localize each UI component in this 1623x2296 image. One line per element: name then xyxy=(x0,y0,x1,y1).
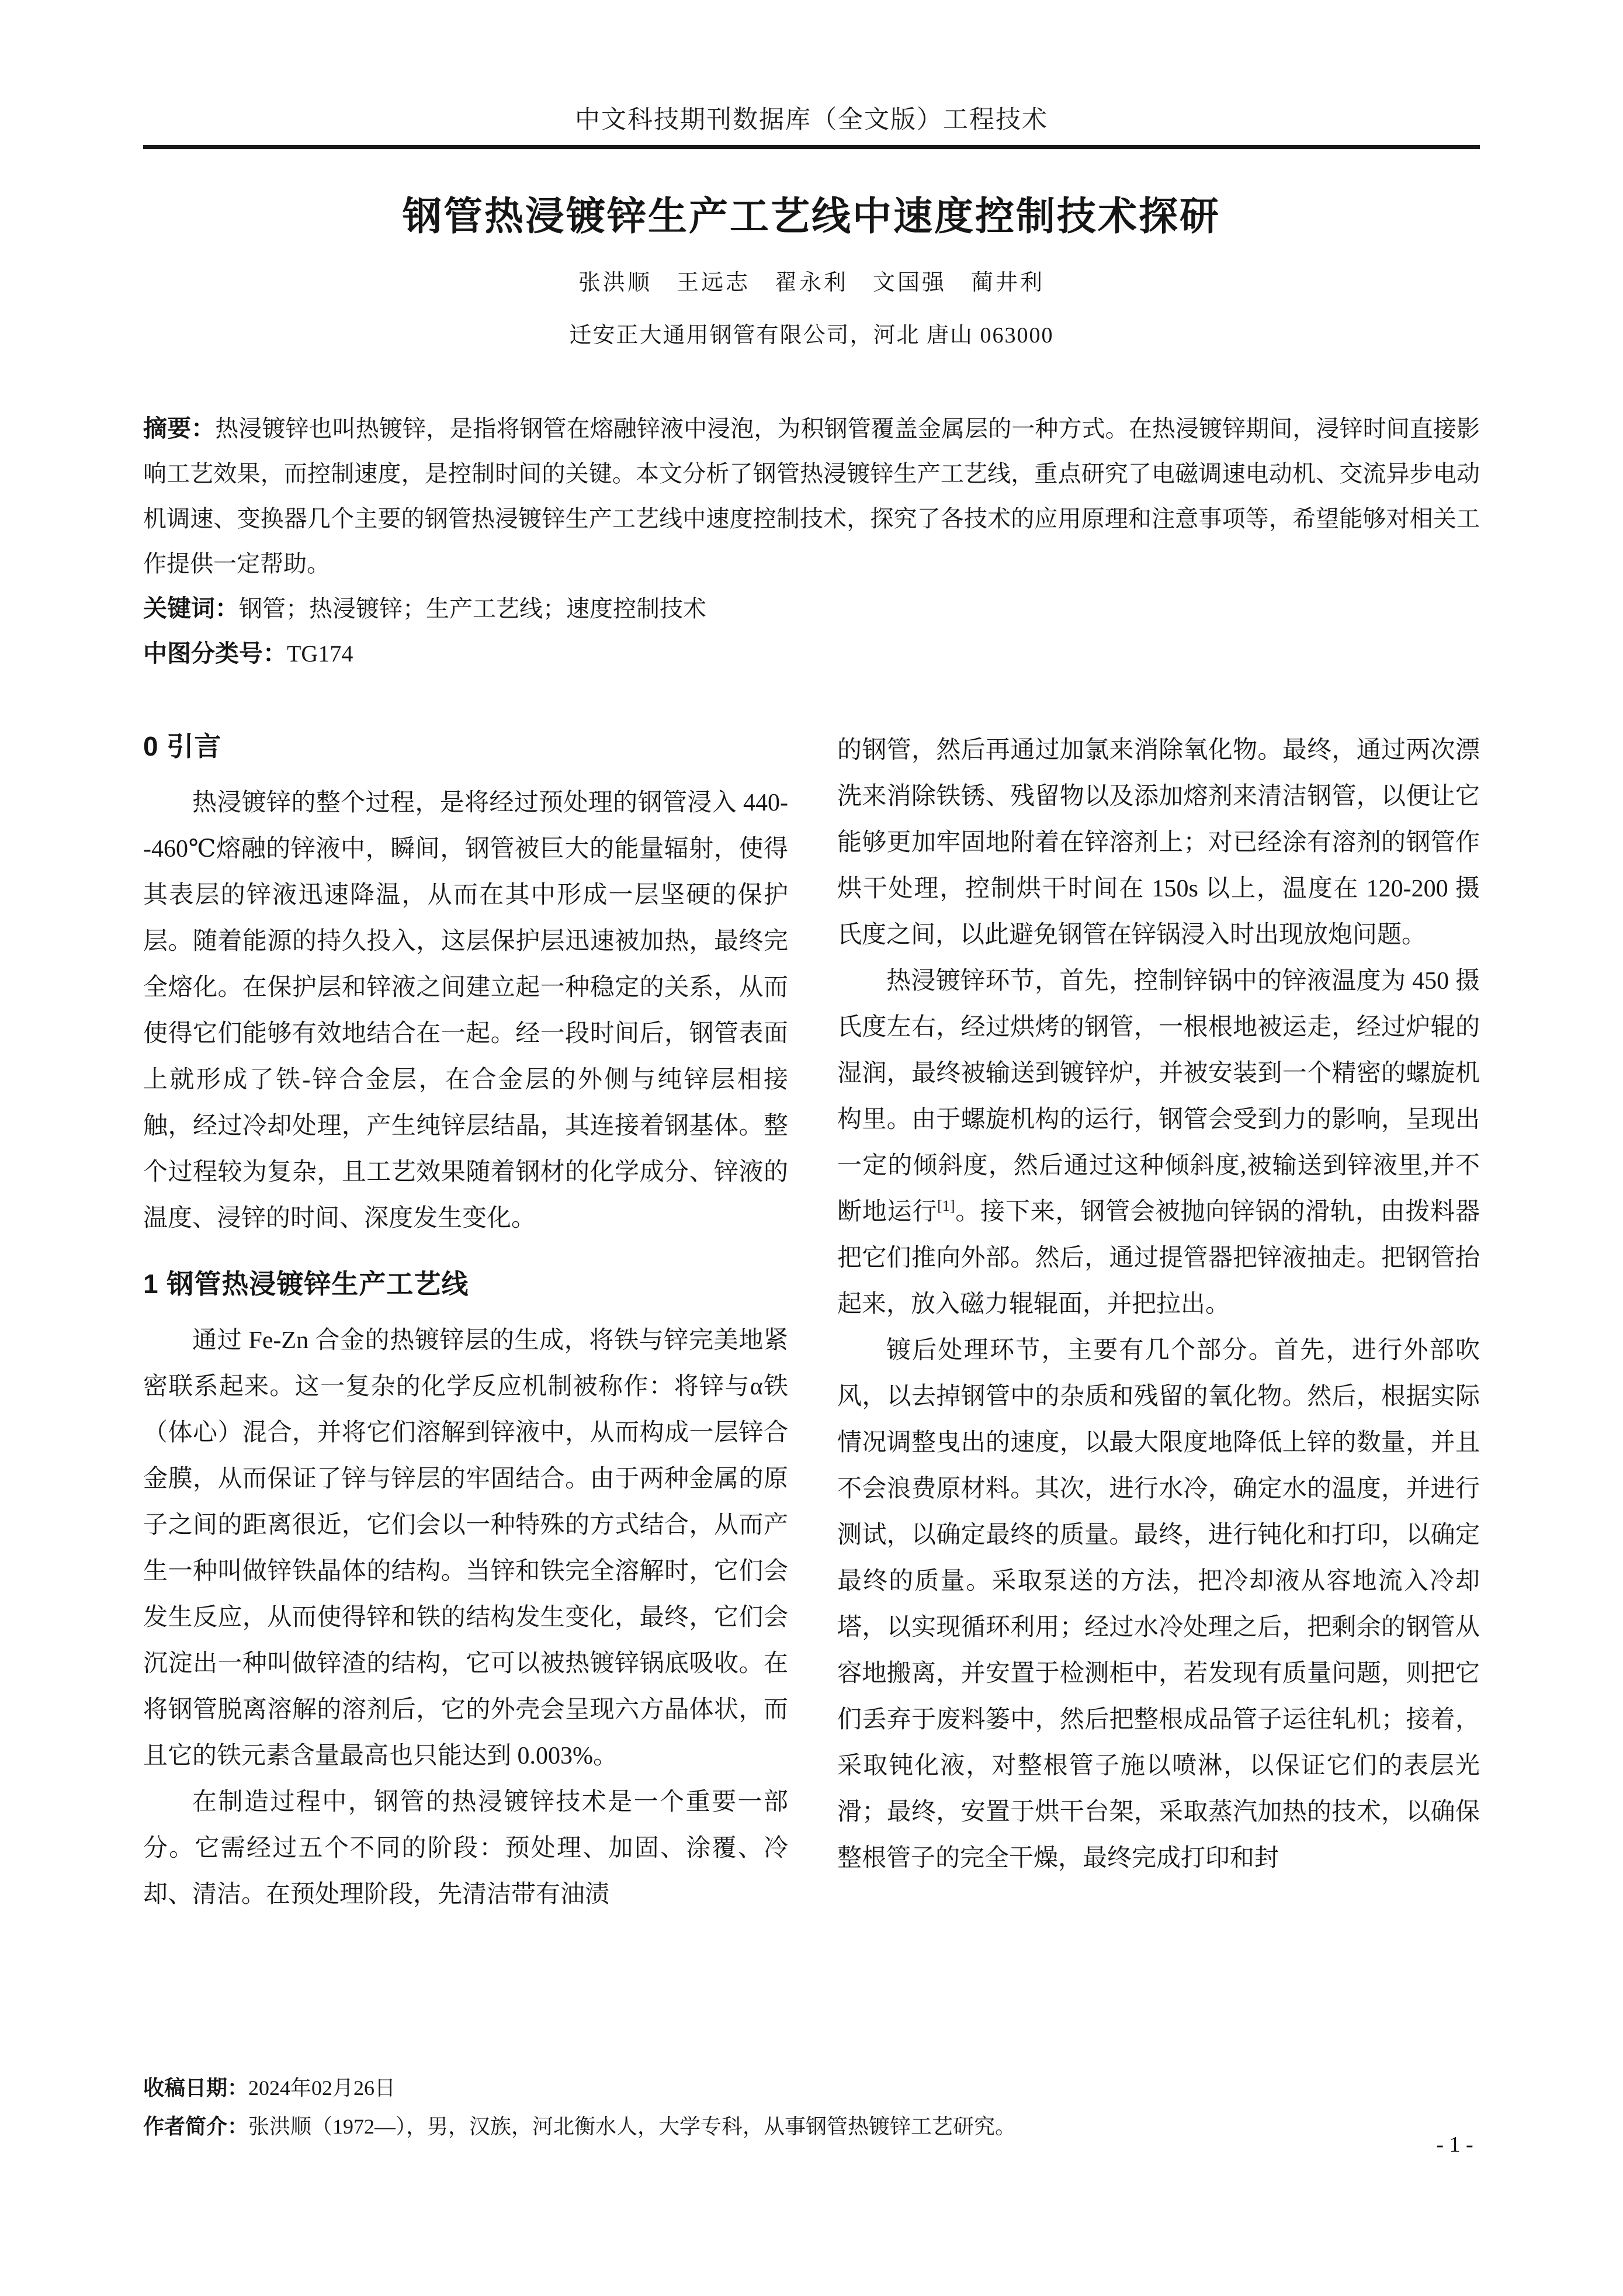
page-number: - 1 - xyxy=(1436,2132,1473,2157)
journal-header: 中文科技期刊数据库（全文版）工程技术 xyxy=(575,106,1048,134)
affiliation-line: 迁安正大通用钢管有限公司，河北 唐山 063000 xyxy=(569,323,1054,348)
header-rule xyxy=(143,145,1480,149)
section-heading-production-line: 1 钢管热浸镀锌生产工艺线 xyxy=(143,1269,469,1299)
keywords xyxy=(143,586,1480,631)
clc-label: 中图分类号： xyxy=(143,640,287,667)
author-bio-label: 作者简介： xyxy=(143,2114,249,2138)
clc-text: TG174 xyxy=(287,640,353,667)
abstract-label: 摘要： xyxy=(143,415,216,442)
keywords-label: 关键词： xyxy=(143,595,239,622)
right-paragraph-2-text-after: 。接下来，钢管会被抛向锌锅的滑轨，由拨料器把它们推向外部。然后，通过提管器把锌液抽走。把钢管抬起来，放入磁力辊辊面，并把拉出。 xyxy=(837,1199,1480,1318)
keywords-text: 钢管；热浸镀锌；生产工艺线；速度控制技术 xyxy=(239,595,706,622)
received-date-line xyxy=(143,2069,1253,2107)
clc-number xyxy=(143,631,1480,676)
abstract xyxy=(143,406,1480,586)
intro-paragraph: 热浸镀锌的整个过程，是将经过预处理的钢管浸入 440--460℃熔融的锌液中，瞬间，钢管被巨大的能量辐射，使得其表层的锌液迅速降温，从而在其中形成一层坚硬的保护层。随着能源的持久投入，这层保护层迅速被加热，最终完全熔化。在保护层和锌液之间建立起一种稳定的关系，从而使得它们能够有效地结合在一起。经一段时间后，钢管表面上就形成了铁-锌合金层，在合金层的外侧与纯锌层相接触，经过冷却处理，产生纯锌层结晶，其连接着钢基体。整个过程较为复杂，且工艺效果随着钢材的化学成分、锌液的温度、浸锌的时间、深度发生变化。 xyxy=(143,789,788,1232)
frontmatter xyxy=(143,406,1480,676)
section1-paragraph-1: 通过 Fe-Zn 合金的热镀锌层的生成，将铁与锌完美地紧密联系起来。这一复杂的化学反应机制被称作：将锌与α铁（体心）混合，并将它们溶解到锌液中，从而构成一层锌合金膜，从而保证了锌与锌层的牢固结合。由于两种金属的原子之间的距离很近，它们会以一种特殊的方式结合，从而产生一种叫做锌铁晶体的结构。当锌和铁完全溶解时，它们会发生反应，从而使得锌和铁的结构发生变化，最终，它们会沉淀出一种叫做锌渣的结构，它可以被热镀锌锅底吸收。在将钢管脱离溶解的溶剂后，它的外壳会呈现六方晶体状，而且它的铁元素含量最高也只能达到 0.003%。 xyxy=(143,1327,788,1769)
section1-paragraph-2: 在制造过程中，钢管的热浸镀锌技术是一个重要一部分。它需经过五个不同的阶段：预处理、加固、涂覆、冷却、清洁。在预处理阶段，先清洁带有油渍 xyxy=(143,1789,788,1908)
left-column xyxy=(143,728,788,1918)
author-bio-line xyxy=(143,2107,1253,2146)
right-column xyxy=(837,728,1480,1882)
received-date-value: 2024年02月26日 xyxy=(248,2076,396,2100)
authors-line: 张洪顺 王远志 翟永利 文国强 蔺井利 xyxy=(578,271,1045,295)
right-paragraph-2-text: 热浸镀锌环节，首先，控制锌锅中的锌液温度为 450 摄氏度左右，经过烘烤的钢管，一根根地被运走，经过炉辊的湿润，最终被输送到镀锌炉，并被安装到一个精密的螺旋机构里。由于螺旋机构的运行，钢管会受到力的影响，呈现出一定的倾斜度，然后通过这种倾斜度,被输送到锌液里,并不断地运行 xyxy=(837,968,1480,1225)
received-date-label: 收稿日期： xyxy=(143,2076,249,2100)
paper-title: 钢管热浸镀锌生产工艺线中速度控制技术探研 xyxy=(403,195,1220,238)
citation-ref-1: [1] xyxy=(937,1197,955,1214)
body-columns xyxy=(143,728,1480,1918)
right-paragraph-2 xyxy=(837,958,1480,1328)
footnote xyxy=(143,2069,1253,2146)
author-bio-text: 张洪顺（1972—），男，汉族，河北衡水人，大学专科，从事钢管热镀锌工艺研究。 xyxy=(248,2115,1017,2138)
right-paragraph-3: 镀后处理环节，主要有几个部分。首先，进行外部吹风，以去掉钢管中的杂质和残留的氧化物。然后，根据实际情况调整曳出的速度，以最大限度地降低上锌的数量，并且不会浪费原材料。其次，进行水冷，确定水的温度，并进行测试，以确定最终的质量。最终，进行钝化和打印，以确定最终的质量。采取泵送的方法，把冷却液从容地流入冷却塔，以实现循环利用；经过水冷处理之后，把剩余的钢管从容地搬离，并安置于检测柜中，若发现有质量问题，则把它们丢弃于废料篓中，然后把整根成品管子运往轧机；接着，采取钝化液，对整根管子施以喷淋，以保证它们的表层光滑；最终，安置于烘干台架，采取蒸汽加热的技术，以确保整根管子的完全干燥，最终完成打印和封 xyxy=(837,1337,1480,1872)
abstract-text: 热浸镀锌也叫热镀锌，是指将钢管在熔融锌液中浸泡，为积钢管覆盖金属层的一种方式。在热浸镀锌期间，浸锌时间直接影响工艺效果，而控制速度，是控制时间的关键。本文分析了钢管热浸镀锌生产工艺线，重点研究了电磁调速电动机、交流异步电动机调速、变换器几个主要的钢管热浸镀锌生产工艺线中速度控制技术，探究了各技术的应用原理和注意事项等，希望能够对相关工作提供一定帮助。 xyxy=(143,415,1480,577)
right-paragraph-1: 的钢管，然后再通过加氯来消除氧化物。最终，通过两次漂洗来消除铁锈、残留物以及添加熔剂来清洁钢管，以便让它能够更加牢固地附着在锌溶剂上；对已经涂有溶剂的钢管作烘干处理，控制烘干时间在 150s 以上，温度在 120-200 摄氏度之间，以此避免钢管在锌锅浸入时出现放炮问题。 xyxy=(837,737,1480,948)
section-heading-introduction: 0 引言 xyxy=(143,731,222,761)
